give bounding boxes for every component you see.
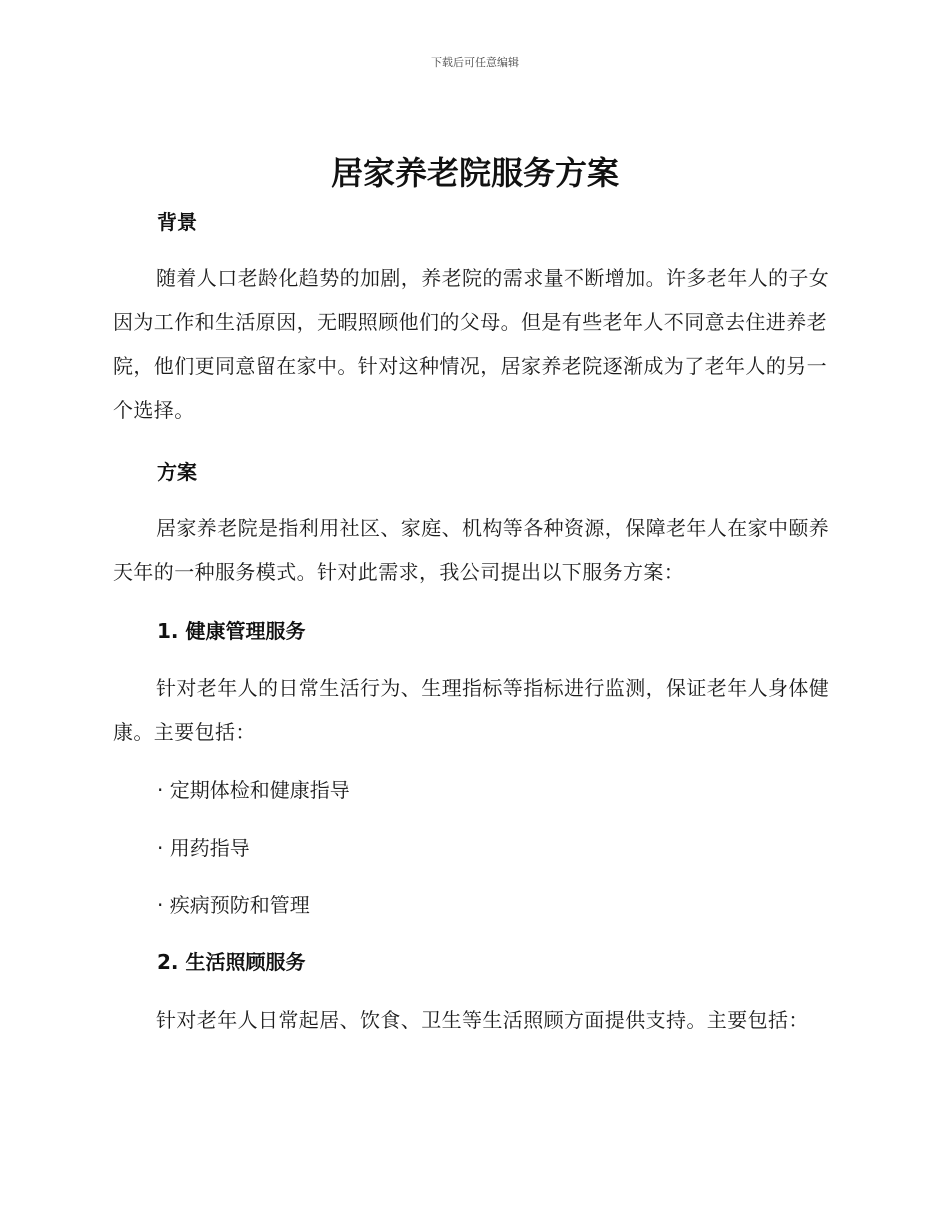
page-header: 下载后可任意编辑 bbox=[431, 56, 519, 69]
section-heading-daily-care: 2. 生活照顾服务 bbox=[157, 950, 306, 974]
list-item-medication-guidance: · 用药指导 bbox=[157, 836, 250, 860]
list-item-health-checkup: · 定期体检和健康指导 bbox=[157, 778, 350, 802]
list-item-disease-prevention: · 疾病预防和管理 bbox=[157, 893, 310, 917]
section-heading-background: 背景 bbox=[157, 210, 197, 234]
paragraph-plan: 居家养老院是指利用社区、家庭、机构等各种资源，保障老年人在家中颐养天年的一种服务模式。针对此需求，我公司提出以下服务方案： bbox=[113, 516, 830, 584]
paragraph-health: 针对老年人的日常生活行为、生理指标等指标进行监测，保证老年人身体健康。主要包括： bbox=[113, 676, 830, 744]
paragraph-daily-care: 针对老年人日常起居、饮食、卫生等生活照顾方面提供支持。主要包括： bbox=[156, 1008, 809, 1032]
section-heading-health: 1. 健康管理服务 bbox=[157, 619, 306, 643]
document-title: 居家养老院服务方案 bbox=[330, 154, 619, 192]
paragraph-background: 随着人口老龄化趋势的加剧，养老院的需求量不断增加。许多老年人的子女因为工作和生活原因，无暇照顾他们的父母。但是有些老年人不同意去住进养老院，他们更同意留在家中。针对这种情况，居家养老院逐渐成为了老年人的另一个选择。 bbox=[113, 266, 830, 422]
section-heading-plan: 方案 bbox=[157, 460, 197, 484]
